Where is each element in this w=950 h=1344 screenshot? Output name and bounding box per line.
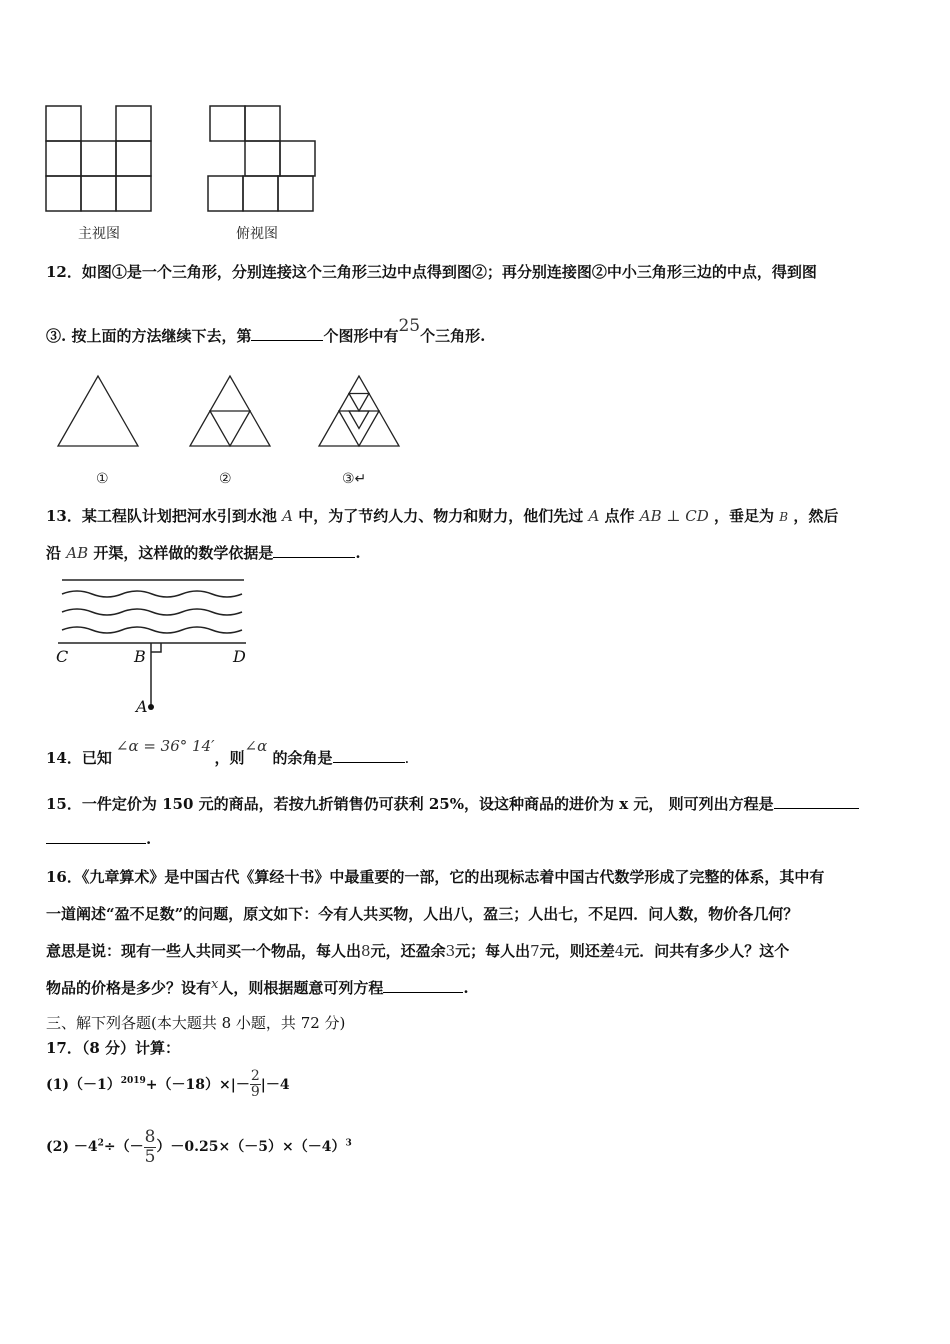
q16-line2: 一道阐述“盈不足数”的问题，原文如下：今有人共买物，人出八，盈三；人出七，不足四．问人数，物价各几何？ <box>46 905 799 923</box>
q14-line: 14．已知∠α = 36° 14′，则∠α 的余角是 . <box>46 737 410 767</box>
triangle-label-1: ① <box>96 471 109 487</box>
fraction-8-5: $\frac{8}{5}$ <box>144 1127 156 1167</box>
q16-line3: 意思是说：现有一些人共同买一个物品，每人出8元，还盈余3元；每人出7元，则还差4元．问共有多少人？这个 <box>46 942 790 960</box>
q12-line1: 12．如图①是一个三角形，分别连接这个三角形三边中点得到图②；再分别连接图②中小三角形三边的中点，得到图 <box>46 263 817 281</box>
q13-line2: 沿 AB 开渠，这样做的数学依据是 . <box>46 544 361 562</box>
section3-title: 三、解下列各题(本大题共 8 小题，共 72 分) <box>46 1014 346 1032</box>
q13-line1: 13．某工程队计划把河水引到水池 A 中，为了节约人力、物力和财力，他们先过 A 点作 AB ⊥ CD ，垂足为 B ，然后 <box>46 507 839 525</box>
top-view-grid <box>208 106 315 211</box>
q16-line4: 物品的价格是多少？设有x人，则根据题意可列方程 . <box>46 977 469 997</box>
q15-line2: . <box>46 830 151 848</box>
front-view-grid <box>46 106 151 211</box>
q15-line1: 15．一件定价为 150 元的商品，若按九折销售仍可获利 25%，设这种商品的进价为 x 元， 则可列出方程是 <box>46 793 859 814</box>
label-b: B <box>134 647 146 666</box>
q16-line1: 16．《九章算术》是中国古代《算经十书》中最重要的一部，它的出现标志着中国古代数学形成了完整的体系，其中有 <box>46 868 825 886</box>
q12-line2: ③. 按上面的方法继续下去，第 个图形中有25个三角形. <box>46 316 486 345</box>
front-view-caption: 主视图 <box>78 226 120 242</box>
q17-part2: $(2) -4^2\div(-$ $\frac{8}{5}$ ）$-0.25\times(-5)\times(-4)^3$ <box>46 1127 352 1167</box>
triangle-label-3: ③↵ <box>342 471 367 487</box>
three-view-figure <box>40 100 330 215</box>
triangle-count: 25 <box>398 316 421 336</box>
river-canal-figure <box>50 572 260 722</box>
triangle-label-2: ② <box>219 471 232 487</box>
label-c: C <box>56 647 69 666</box>
q17-title: 17．（8 分）计算： <box>46 1039 181 1057</box>
top-view-caption: 俯视图 <box>236 226 278 242</box>
triangle-1 <box>58 376 138 446</box>
triangle-sequence-figure <box>50 370 410 455</box>
label-d: D <box>233 647 246 666</box>
fraction-2-9: $\frac{2}{9}$ <box>250 1068 260 1101</box>
label-a: A <box>136 697 148 716</box>
q17-part1: $(1)(-1)^{2019}+(-18)\times|-$ $\frac{2}{9}$ |－4 <box>46 1068 290 1101</box>
